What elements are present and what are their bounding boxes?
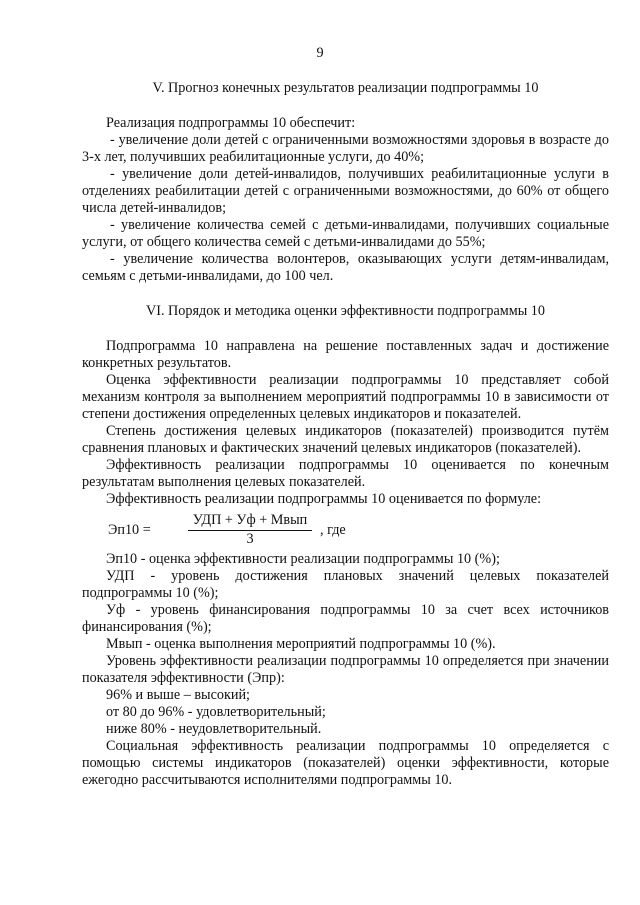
formula-denominator: 3 xyxy=(246,531,254,547)
formula-numerator: УДП + Уф + Мвып xyxy=(188,512,312,531)
section-5-intro: Реализация подпрограммы 10 обеспечит: xyxy=(106,115,356,131)
list-item: - увеличение количества волонтеров, оказывающих услуги детям-инвалидам, семьям с детьми-инвалидами, до 100 чел. xyxy=(82,251,609,284)
formula-fraction xyxy=(188,512,312,548)
level-item: ниже 80% - неудовлетворительный. xyxy=(106,721,322,737)
definition: Мвып - оценка выполнения мероприятий подпрограммы 10 (%). xyxy=(106,636,496,652)
paragraph: Эффективность реализации подпрограммы 10 оценивается по конечным результатам выполнения целевых показателей. xyxy=(82,457,609,490)
section-5-body xyxy=(82,115,609,285)
list-item: - увеличение доли детей-инвалидов, получивших реабилитационные услуги в отделениях реабилитации детей с ограниченными возможностями, до 60% от общего числа детей-инвалидов; xyxy=(82,166,609,216)
level-item: 96% и выше – высокий; xyxy=(106,687,250,703)
efficiency-formula xyxy=(82,509,609,549)
list-item: - увеличение доли детей с ограниченными возможностями здоровья в возрасте до 3-х лет, получивших реабилитационные услуги, до 40%; xyxy=(82,132,609,165)
formula-suffix: , где xyxy=(320,522,346,538)
paragraph: Степень достижения целевых индикаторов (показателей) производится путём сравнения плановых и фактических значений целевых индикаторов (показателей). xyxy=(82,423,609,456)
levels-intro: Уровень эффективности реализации подпрограммы 10 определяется при значении показателя эффективности (Эпр): xyxy=(82,653,609,686)
paragraph: Подпрограмма 10 направлена на решение поставленных задач и достижение конкретных результатов. xyxy=(82,338,609,371)
section-5-heading: V. Прогноз конечных результатов реализации подпрограммы 10 xyxy=(152,80,539,96)
page-number: 9 xyxy=(316,45,324,61)
definition: УДП - уровень достижения плановых значений целевых показателей подпрограммы 10 (%); xyxy=(82,568,609,601)
definition: Эп10 - оценка эффективности реализации подпрограммы 10 (%); xyxy=(106,551,500,567)
list-item: - увеличение количества семей с детьми-инвалидами, получивших социальные услуги, от общего количества семей с детьми-инвалидами до 55%; xyxy=(82,217,609,250)
definition: Уф - уровень финансирования подпрограммы 10 за счет всех источников финансирования (%); xyxy=(82,602,609,635)
formula-lhs: Эп10 = xyxy=(108,522,151,538)
paragraph: Оценка эффективности реализации подпрограммы 10 представляет собой механизм контроля за выполнением мероприятий подпрограммы 10 в зависимости от степени достижения определенных целевых индикаторов и показателей. xyxy=(82,372,609,422)
paragraph: Эффективность реализации подпрограммы 10 оценивается по формуле: xyxy=(106,491,542,507)
closing-paragraph: Социальная эффективность реализации подпрограммы 10 определяется с помощью системы индикаторов (показателей) оценки эффективности, которые ежегодно рассчитываются исполнителями подпрограммы 10. xyxy=(82,738,609,788)
section-6-body xyxy=(82,338,609,789)
section-6-heading: VI. Порядок и методика оценки эффективности подпрограммы 10 xyxy=(145,303,545,319)
level-item: от 80 до 96% - удовлетворительный; xyxy=(106,704,326,720)
